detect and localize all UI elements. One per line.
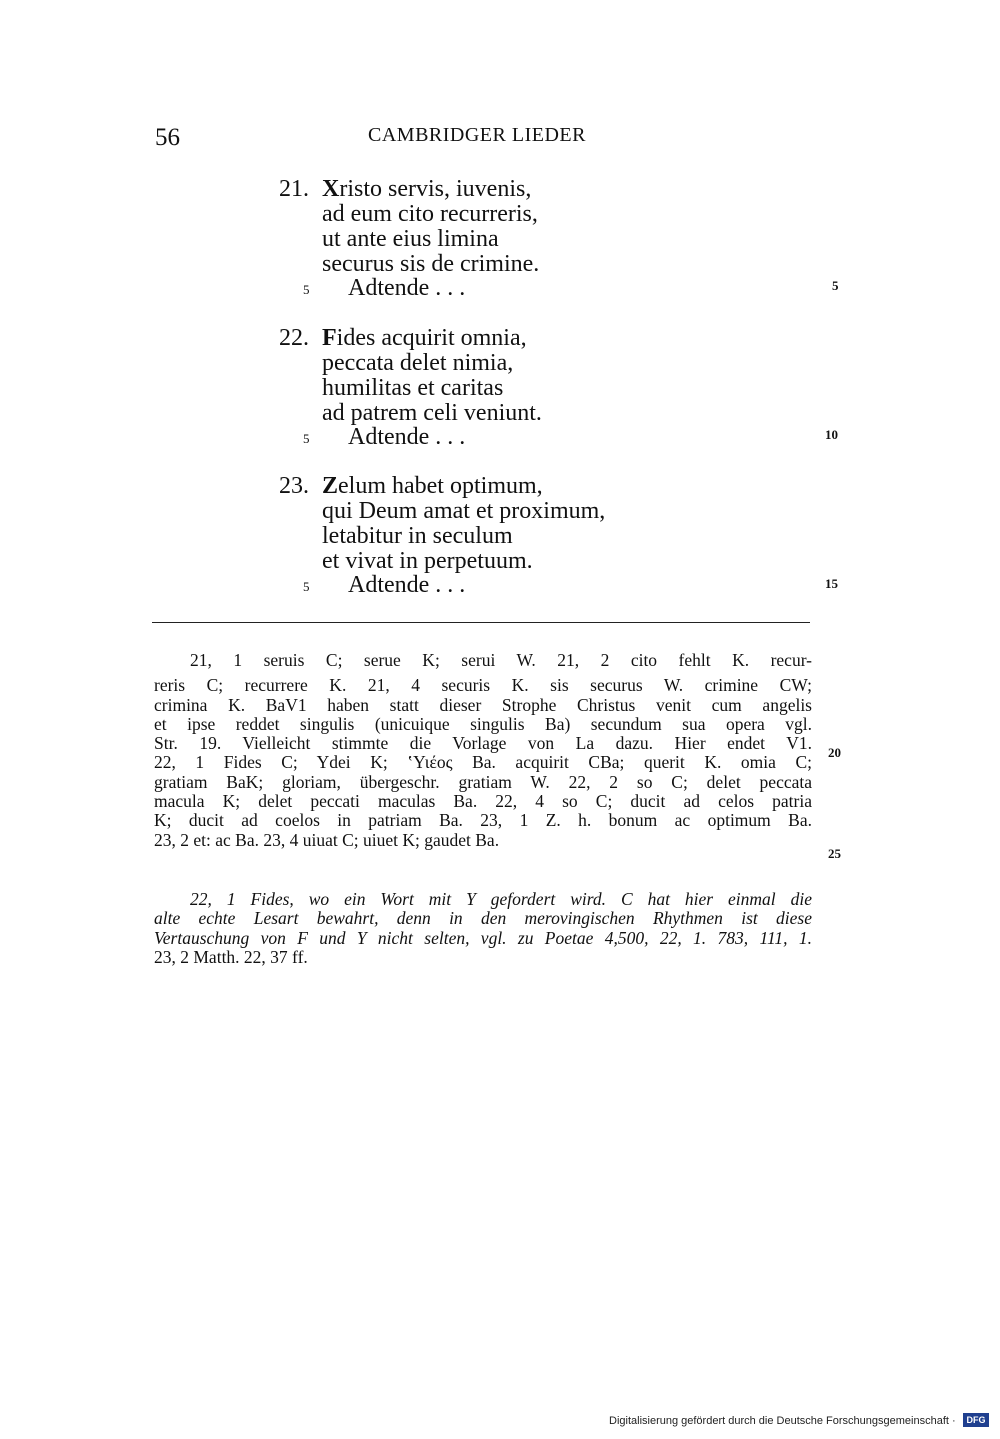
apparatus-line: gratiam BaK; gloriam, übergeschr. gratiam W. 22, 2 so C; delet peccata bbox=[154, 771, 812, 792]
refrain: Adtende . . . bbox=[348, 572, 466, 598]
verse-line: securus sis de crimine. bbox=[322, 251, 540, 277]
note-line: Vertauschung von F und Y nicht selten, vgl. zu Poetae 4,500, 22, 1. 783, 111, 1. bbox=[154, 927, 812, 948]
verse-line: qui Deum amat et proximum, bbox=[322, 498, 606, 524]
verse-line: humilitas et caritas bbox=[322, 375, 504, 401]
note-line: 23, 2 Matth. 22, 37 ff. bbox=[154, 946, 308, 967]
critical-apparatus bbox=[154, 651, 812, 850]
apparatus-line: K; ducit ad coelos in patriam Ba. 23, 1 Z. h. bonum ac optimum Ba. bbox=[154, 810, 812, 831]
refrain-line-number: 5 bbox=[303, 431, 310, 446]
apparatus-line: 21, 1 seruis C; serue K; serui W. 21, 2 cito fehlt K. recur- bbox=[190, 650, 812, 670]
verse-line: Zelum habet optimum, bbox=[322, 473, 543, 499]
footnote-divider bbox=[152, 622, 810, 623]
verse-line: ad eum cito recurreris, bbox=[322, 201, 538, 227]
margin-line-number: 10 bbox=[825, 427, 838, 442]
margin-line-number: 15 bbox=[825, 576, 838, 591]
refrain: Adtende . . . bbox=[348, 275, 466, 301]
stanza-initial: Z bbox=[322, 473, 339, 499]
apparatus-line: reris C; recurrere K. 21, 4 securis K. sis securus W. crimine CW; bbox=[154, 675, 812, 696]
refrain-line-number: 5 bbox=[303, 282, 310, 297]
refrain: Adtende . . . bbox=[348, 424, 466, 450]
margin-line-number: 25 bbox=[828, 846, 841, 861]
verse-line: letabitur in seculum bbox=[322, 523, 513, 549]
stanza-initial: X bbox=[322, 176, 340, 202]
stanza-number: 21. bbox=[279, 176, 309, 202]
verse-line: ad patrem celi veniunt. bbox=[322, 400, 542, 426]
note-line: alte echte Lesart bewahrt, denn in den merovingischen Rhythmen ist diese bbox=[154, 908, 812, 929]
digitization-credit: Digitalisierung gefördert durch die Deutsche Forschungsgemeinschaft · bbox=[609, 1415, 956, 1427]
stanza-initial: F bbox=[322, 325, 337, 351]
apparatus-line: macula K; delet peccati maculas Ba. 22, 4 so C; ducit ad celos patria bbox=[154, 791, 812, 812]
verse-line: et vivat in perpetuum. bbox=[322, 548, 533, 574]
margin-line-number: 5 bbox=[832, 278, 839, 293]
explanatory-note bbox=[154, 890, 812, 967]
verse-line: Xristo servis, iuvenis, bbox=[322, 176, 532, 202]
apparatus-line: Str. 19. Vielleicht stimmte die Vorlage von La dazu. Hier endet V1. bbox=[154, 733, 812, 754]
margin-line-number: 20 bbox=[828, 745, 841, 760]
verse-line: ut ante eius limina bbox=[322, 226, 499, 252]
stanza-number: 23. bbox=[279, 473, 309, 499]
page-number: 56 bbox=[155, 124, 180, 151]
apparatus-line: et ipse reddet singulis (unicuique singulis Ba) secundum sua opera vgl. bbox=[154, 713, 812, 734]
apparatus-line: 23, 2 et: ac Ba. 23, 4 uiuat C; uiuet K; gaudet Ba. bbox=[154, 829, 500, 850]
refrain-line-number: 5 bbox=[303, 579, 310, 594]
apparatus-line: crimina K. BaV1 haben statt dieser Strophe Christus venit cum angelis bbox=[154, 694, 812, 715]
note-line: 22, 1 Fides, wo ein Wort mit Y gefordert wird. C hat hier einmal die bbox=[190, 889, 812, 909]
running-title: CAMBRIDGER LIEDER bbox=[368, 124, 586, 146]
verse-line: peccata delet nimia, bbox=[322, 350, 514, 376]
dfg-logo: DFG bbox=[963, 1413, 989, 1427]
apparatus-line: 22, 1 Fides C; Ydei K; ʽΥιέος Ba. acquirit CBa; querit K. omia C; bbox=[154, 752, 812, 773]
verse-line: Fides acquirit omnia, bbox=[322, 325, 527, 351]
stanza-number: 22. bbox=[279, 325, 309, 351]
